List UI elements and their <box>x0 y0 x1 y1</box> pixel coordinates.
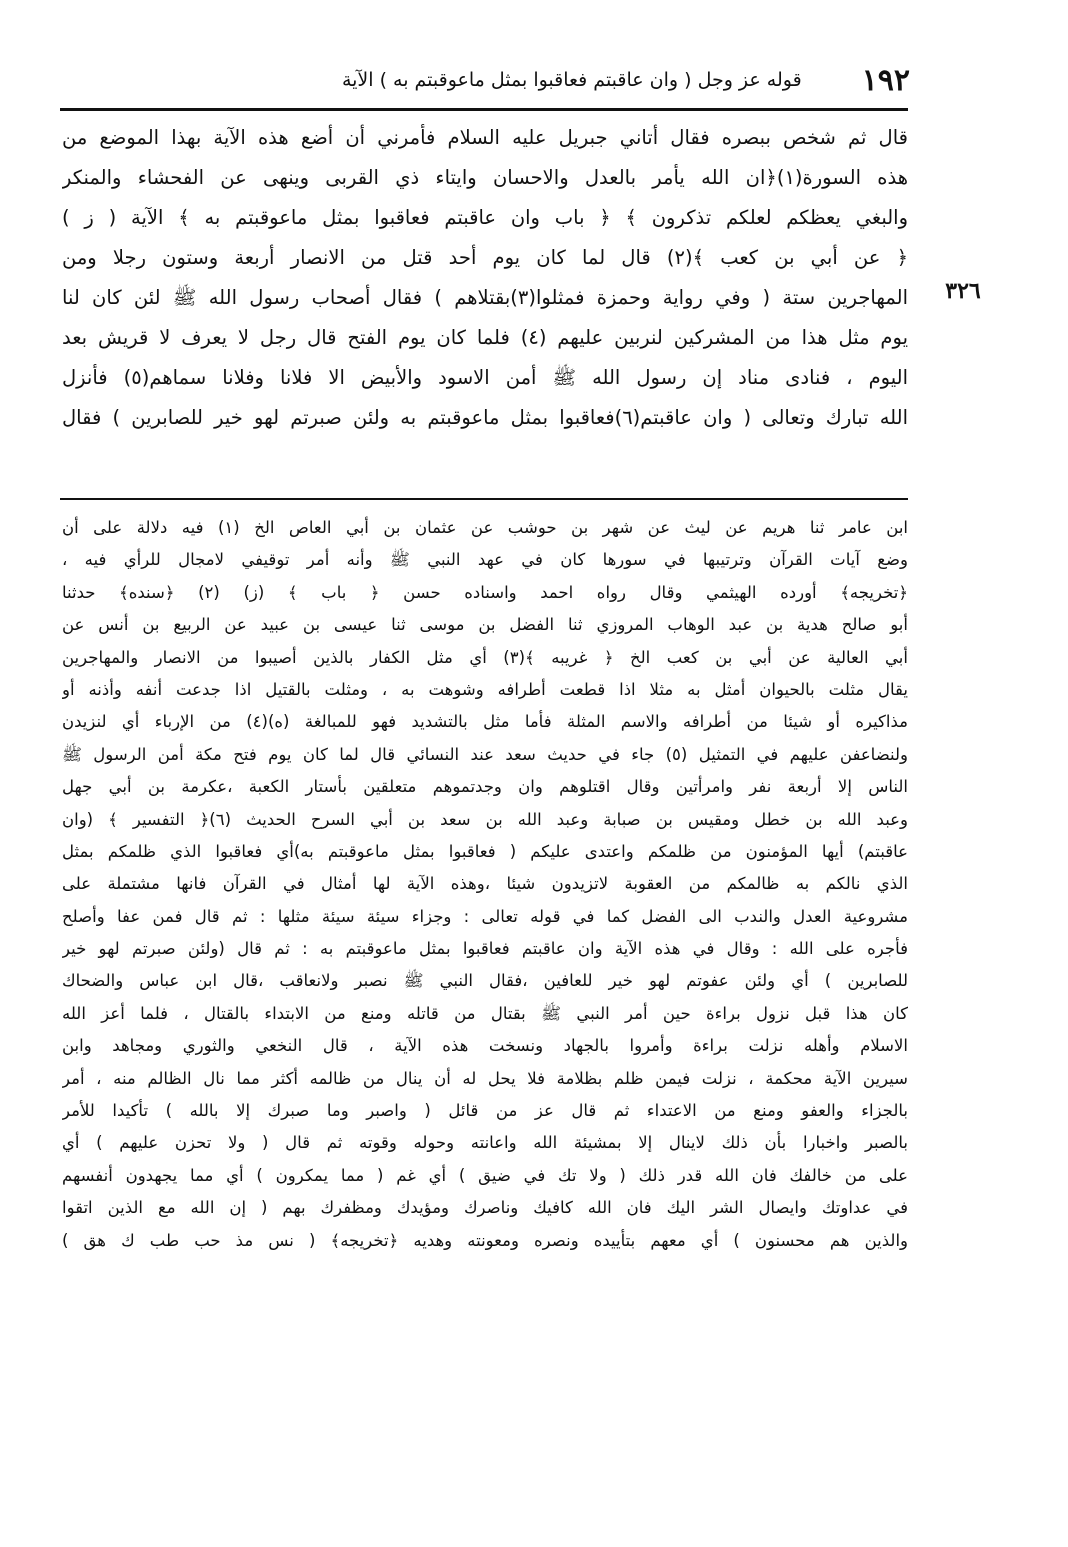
commentary-line: ولنضاعفن عليهم في التمثيل (٥) جاء في حديث سعد عند النسائي قال لما كان يوم فتح مكة أمن الرسول ﷺ <box>62 744 908 764</box>
commentary-line: للصابرين ) أي ولئن عفوتم لهو خير للعافين ،فقال النبي ﷺ نصبر ولانعاقب ،قال ابن عباس والضحاك <box>62 971 908 991</box>
main-text-line: والبغي يعظكم لعلكم تذكرون ﴾ ﴿ باب وان عاقبتم فعاقبوا بمثل ماعوقبتم به ﴾ الآية ( ز ) <box>62 206 908 229</box>
commentary-line: عاقبتم) أيها المؤمنون من ظلمكم واعتدى عليكم ( فعاقبوا بمثل ماعوقبتم به)أي فعاقبوا الذي ظلمكم بمثل <box>62 841 908 861</box>
main-text-line: المهاجرين ستة ( وفي رواية وحمزة فمثلوا(٣)بقتلاهم ) فقال أصحاب رسول الله ﷺ لئن كان لنا <box>62 286 908 309</box>
main-text <box>62 118 908 438</box>
main-text-line: هذه السورة(١)﴿ان الله يأمر بالعدل والاحسان وايتاء ذي القربى وينهى عن الفحشاء والمنكر <box>62 166 908 189</box>
commentary-line: سيرين الآية محكمة ، نزلت فيمن ظلم بظلامة فلا يحل له أن ينال من ظالمه أكثر مما نال الظالم منه ، أمر <box>62 1068 908 1088</box>
commentary-line: يقال مثلت بالحيوان أمثل به مثلا اذا قطعت أطرافه وشوهت به ، ومثلت بالقتيل اذا جدعت أنفه وأذنه أو <box>62 679 908 699</box>
page-number: ١٩٢ <box>861 62 910 98</box>
commentary-line: مذاكيره أو شيئا من أطرافه والاسم المثلة فأما مثل بالتشديد فهو للمبالغة (ه)(٤) من الإرباء أي لنزيدن <box>62 712 908 732</box>
main-text-line: ﴿ عن أبي بن كعب ﴾(٢) قال لما كان يوم أحد قتل من الانصار أربعة وستون رجلا ومن <box>62 246 908 269</box>
page-header <box>110 52 910 108</box>
commentary-line: مشروعية العدل والندب الى الفضل كما في قوله تعالى : وجزاء سيئة سيئة مثلها : ثم قال فمن عفا وأصلح <box>62 906 908 926</box>
commentary-line: الذي نالكم به ظالمكم من العقوبة لاتزيدون شيئا ،وهذه الآية لها أمثال في القرآن فانها مشتملة على <box>62 874 908 894</box>
commentary-line: الاسلام وأهله نزلت براءة وأمروا بالجهاد ونسخت هذه الآية ، قال النخعي والثوري ومجاهد وابن <box>62 1036 908 1056</box>
running-title: قوله عز وجل ( وان عاقبتم فعاقبوا بمثل ماعوقبتم به ) الآية <box>341 69 802 91</box>
commentary-line: وعبد الله بن خطل ومقيس بن صبابة وعبد الله بن سعد بن أبي السرح الحديث (٦)﴿ التفسير ﴾ (وان <box>62 809 908 829</box>
footnote-separator <box>60 498 908 500</box>
main-text-line: الله تبارك وتعالى ( وان عاقبتم(٦)فعاقبوا بمثل ماعوقبتم به ولئن صبرتم لهو خير للصابرين ) فقال <box>62 406 908 429</box>
hadith-number: ٣٢٦ <box>945 278 981 304</box>
commentary-line: في عداوتك وايصال الشر اليك فان الله كافيك وناصرك ومؤيدك ومظفرك بهم ( إن الله مع الذين اتقوا <box>62 1198 908 1218</box>
main-text-line: اليوم ، فنادى مناد إن رسول الله ﷺ أمن الاسود والأبيض الا فلانا وفلانا سماهم(٥) فأنزل <box>62 366 908 389</box>
commentary-line: أبي العالية عن أبي بن كعب الخ ﴿ غريبه ﴾(٣) أي مثل الكفار بالذين أصيبوا من الانصار والمهاجرين <box>62 647 908 667</box>
commentary-line: على من خالفك فان الله قدر ذلك ( ولا تك في ضيق ) أي غم ( مما يمكرون ) أي مما يجهدون أنفسهم <box>62 1165 908 1185</box>
commentary-line: الناس إلا أربعة نفر وامرأتين وقال اقتلوهم وان وجدتموهم متعلقين بأستار الكعبة ،عكرمة بن أبي جهل <box>62 777 908 797</box>
commentary-line: ﴿تخريجه﴾ أورده الهيثمي وقال رواه احمد واسناده حسن ﴿ باب ﴾ (ز) (٢) ﴿سنده﴾ حدثنا <box>62 582 908 602</box>
main-text-line: قال ثم شخص ببصره فقال أتاني جبريل عليه السلام فأمرني أن أضع هذه الآية بهذا الموضع من <box>62 126 908 149</box>
header-rule <box>60 108 908 111</box>
commentary-line: أبو صالح هدية بن عبد الوهاب المروزي ثنا الفضل بن موسى ثنا عيسى بن عبيد عن الربيع بن أنس عن <box>62 615 908 635</box>
commentary-line: والذين هم محسنون ) أي معهم بتأييده ونصره ومعونته وهديه ﴿تخريجه﴾ ( نس مذ حب طب ك هق ) <box>62 1230 908 1250</box>
commentary-line: كان هذا قبل نزول براءة حين أمر النبي ﷺ بقتال من قاتله ومنع من الابتداء بالقتال ، فلما أعز الله <box>62 1003 908 1023</box>
commentary-text <box>62 512 908 1257</box>
main-text-line: يوم مثل هذا من المشركين لنربين عليهم (٤) فلما كان يوم الفتح قال رجل لا يعرف لا قريش بعد <box>62 326 908 349</box>
commentary-line: فأجره على الله : وقال في هذه الآية وان عاقبتم فعاقبوا بمثل ماعوقبتم به : ثم قال (ولئن صبرتم لهو خير <box>62 939 908 959</box>
commentary-line: وضع آيات القرآن وترتيبها في سورها كان في عهد النبي ﷺ وأنه أمر توقيفي لامجال للرأي فيه ، <box>62 550 908 570</box>
commentary-line: بالصبر واخبارا بأن ذلك لاينال إلا بمشيئة الله واعانته وحوله وقوته ثم قال ( ولا تحزن عليهم ) أي <box>62 1133 908 1153</box>
commentary-line: بالجزاء والعفو ومنع من الاعتداء ثم قال عز من قائل ( واصبر وما صبرك إلا بالله ) تأكيدا للأمر <box>62 1101 908 1121</box>
commentary-line: ابن عامر ثنا هريم عن ليث عن شهر بن حوشب عن عثمان بن أبي العاص الخ (١) فيه دلالة على أن <box>62 518 908 537</box>
